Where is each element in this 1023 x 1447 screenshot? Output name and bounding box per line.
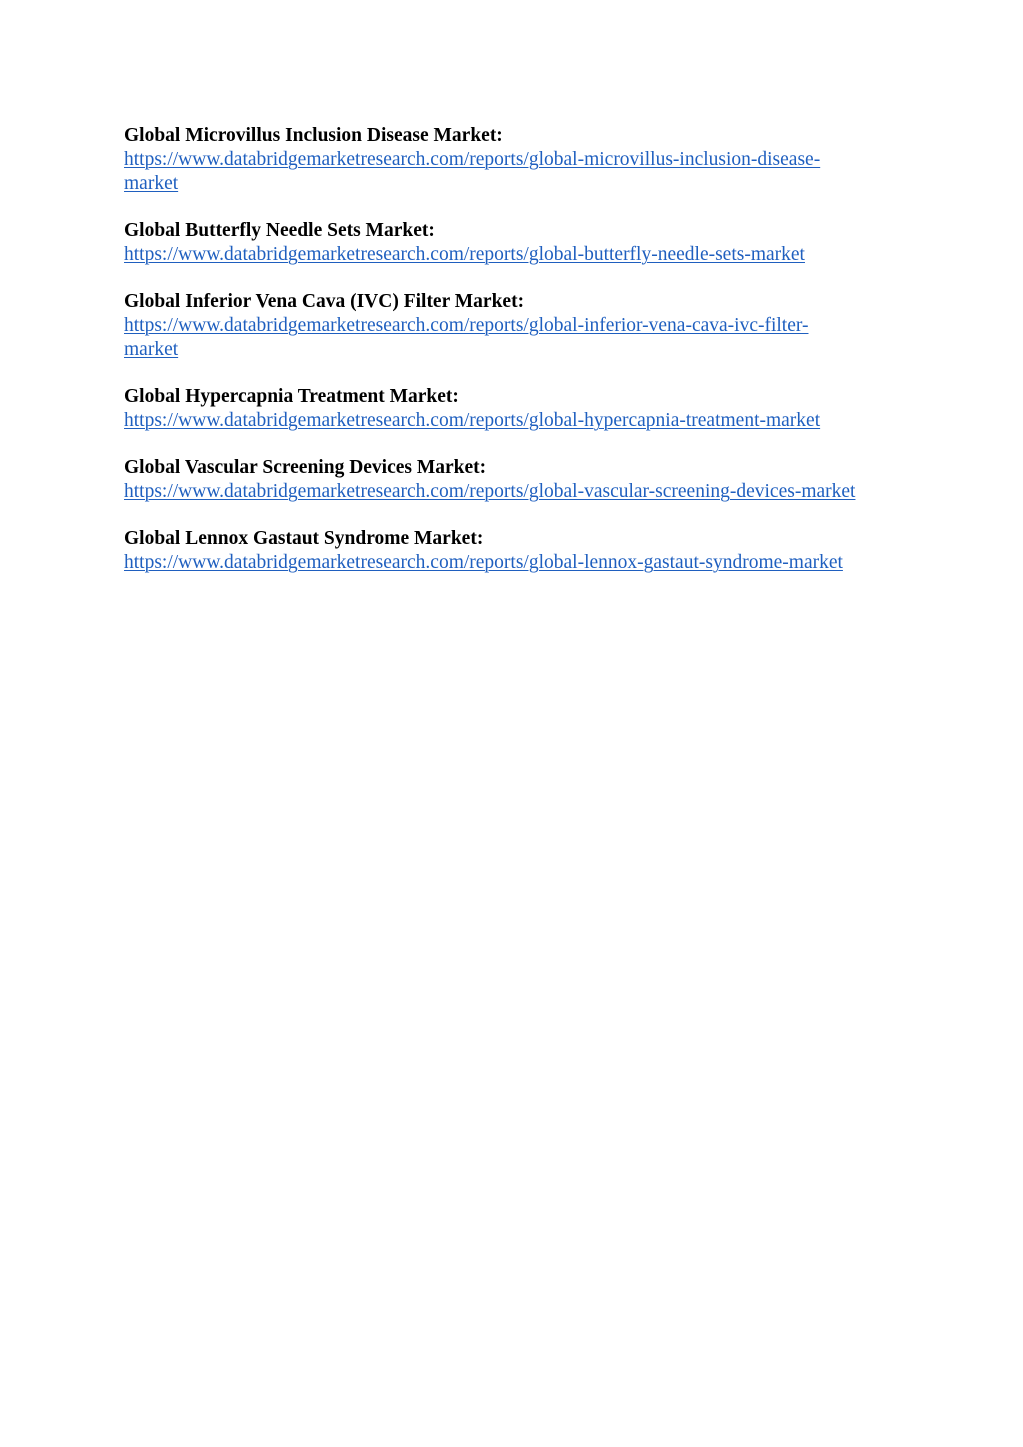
link-line: https://www.databridgemarketresearch.com/reports/global-inferior-vena-cava-ivc-filter- [124, 315, 809, 336]
market-link[interactable] [124, 409, 914, 433]
link-line: https://www.databridgemarketresearch.com/reports/global-hypercapnia-treatment-market [124, 410, 821, 431]
market-title: Global Hypercapnia Treatment Market: [124, 386, 459, 407]
market-entry [124, 456, 914, 504]
market-entry [124, 527, 914, 575]
link-line: market [124, 173, 179, 194]
link-line: https://www.databridgemarketresearch.com/reports/global-microvillus-inclusion-disease- [124, 149, 821, 170]
market-title: Global Butterfly Needle Sets Market: [124, 220, 435, 241]
market-entry [124, 290, 914, 362]
link-line: market [124, 339, 179, 360]
market-link[interactable] [124, 480, 914, 504]
link-line: https://www.databridgemarketresearch.com/reports/global-lennox-gastaut-syndrome-market [124, 552, 843, 573]
market-link[interactable] [124, 148, 914, 196]
market-entry [124, 219, 914, 267]
market-title: Global Lennox Gastaut Syndrome Market: [124, 528, 484, 549]
market-link[interactable] [124, 243, 914, 267]
market-link[interactable] [124, 551, 914, 575]
market-entry [124, 124, 914, 196]
market-entry [124, 385, 914, 433]
market-title: Global Vascular Screening Devices Market: [124, 457, 487, 478]
document-page [124, 124, 914, 598]
market-title: Global Inferior Vena Cava (IVC) Filter Market: [124, 291, 525, 312]
market-link[interactable] [124, 314, 914, 362]
link-line: https://www.databridgemarketresearch.com/reports/global-vascular-screening-devices-market [124, 481, 856, 502]
link-line: https://www.databridgemarketresearch.com/reports/global-butterfly-needle-sets-market [124, 244, 805, 265]
market-title: Global Microvillus Inclusion Disease Market: [124, 125, 503, 146]
